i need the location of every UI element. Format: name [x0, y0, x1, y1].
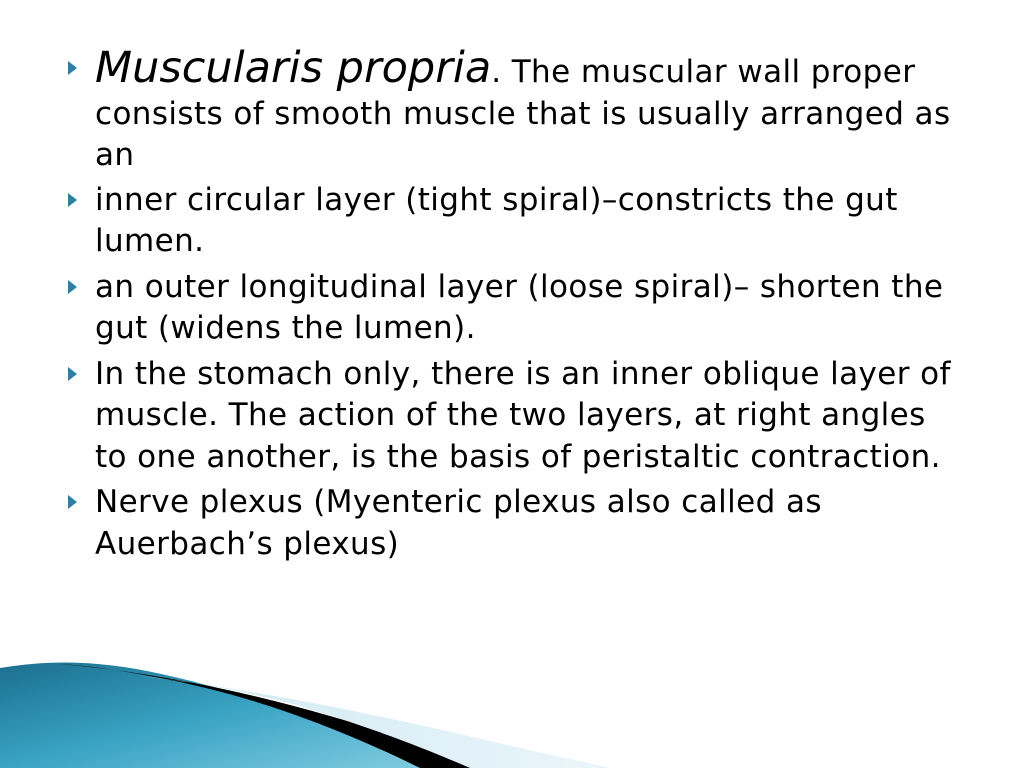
- bullet-item-outer-longitudinal-layer: [66, 267, 966, 350]
- bullet-list: [66, 43, 966, 565]
- bullet-text: Nerve plexus (Myenteric plexus also called as Auerbach’s plexus): [95, 484, 822, 562]
- bullet-item-inner-circular-layer: [66, 180, 966, 263]
- term-period: .: [491, 54, 512, 90]
- term-heading: Muscularis propria: [95, 43, 492, 93]
- bullet-text: The muscular wall proper consists of smooth muscle that is usually arranged as an: [95, 54, 951, 173]
- bullet-text: inner circular layer (tight spiral)–constricts the gut lumen.: [95, 181, 898, 259]
- triangle-right-icon: [68, 367, 77, 381]
- triangle-right-icon: [68, 61, 77, 75]
- triangle-right-icon: [68, 495, 77, 509]
- bullet-item-nerve-plexus: [66, 482, 966, 565]
- bullet-item-muscularis-propria: [66, 43, 966, 177]
- bullet-text: In the stomach only, there is an inner oblique layer of muscle. The action of the two layers, at right angles to one another, is the basis of peristaltic contraction.: [95, 355, 951, 475]
- triangle-right-icon: [68, 193, 77, 207]
- triangle-right-icon: [68, 280, 77, 294]
- slide-body: [66, 43, 966, 569]
- bullet-item-stomach-oblique-layer: [66, 354, 966, 479]
- bullet-text: an outer longitudinal layer (loose spiral)– shorten the gut (widens the lumen).: [95, 268, 944, 346]
